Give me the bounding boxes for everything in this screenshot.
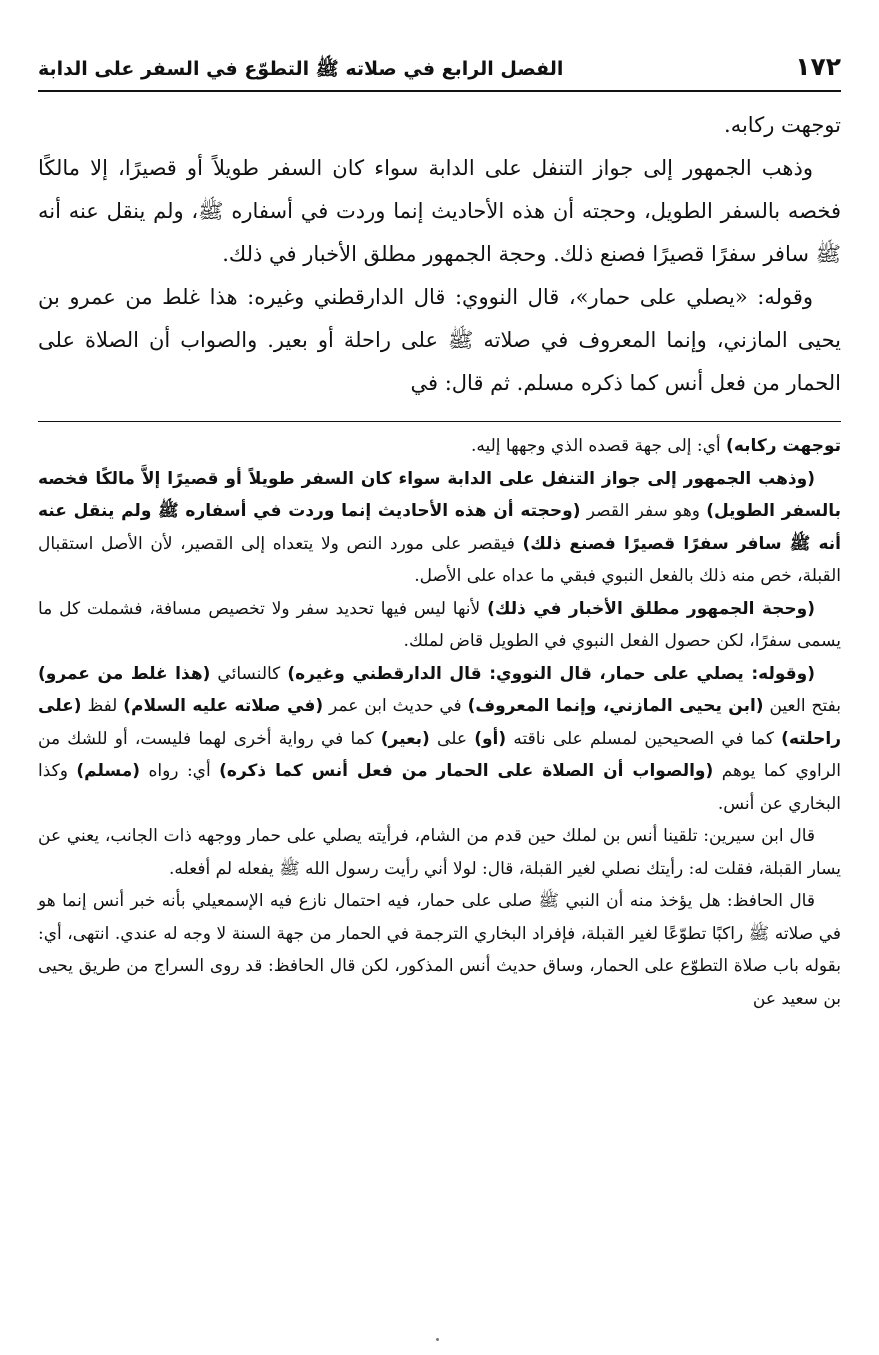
explanation-text: أي: رواه — [140, 761, 220, 781]
commentary-paragraph — [38, 658, 841, 821]
quoted-text: (بعير) — [380, 728, 430, 749]
explanation-text: كالنسائي — [210, 663, 288, 684]
quoted-text: (أو) — [474, 728, 507, 749]
chapter-title: الفصل الرابع في صلاته ﷺ التطوّع في السفر على الدابة — [38, 58, 564, 80]
main-paragraph: وقوله: «يصلي على حمار»، قال النووي: قال الدارقطني وغيره: هذا غلط من عمرو بن يحيى المازني، وإنما المعروف في صلاته ﷺ على راحلة أو بعير. والصواب أن الصلاة على الحمار من فعل أنس كما ذكره مسلم. ثم قال: في — [38, 285, 841, 395]
page-footer-mark — [436, 1338, 439, 1341]
explanation-text: على — [429, 728, 475, 749]
commentary — [38, 430, 841, 1015]
commentary-paragraph — [38, 463, 841, 593]
explanation-text: وهو سفر القصر — [580, 501, 707, 521]
commentary-paragraph — [38, 593, 841, 658]
quoted-text: (مسلم) — [76, 761, 141, 781]
quoted-text: (وقوله: يصلي على حمار، قال النووي: قال الدارقطني وغيره) — [287, 663, 815, 684]
explanation-text: وكذا البخاري عن أنس. — [38, 761, 841, 814]
explanation-text: لفظ — [81, 696, 124, 716]
quoted-text: (وحجته أن هذه الأحاديث إنما وردت في أسفاره ﷺ ولم ينقل عنه أنه ﷺ سافر سفرًا قصيرًا فصنع ذلك) — [38, 501, 841, 554]
explanation-text: لأنها ليس فيها تحديد سفر ولا تخصيص مسافة، فشملت كل ما يسمى سفرًا، لكن حصول الفعل النبوي في الطويل قاض لملك. — [38, 598, 841, 651]
explanation-text: أي: إلى جهة قصده الذي وجهها إليه. — [470, 436, 727, 456]
explanation-text: بفتح العين — [763, 696, 841, 716]
quoted-text: (على راحلته) — [38, 696, 841, 749]
explanation-text: فيقصر على مورد النص ولا يتعداه إلى القصير، لأن الأصل استقبال القبلة، خص منه ذلك بالفعل النبوي فبقي ما عداه على الأصل. — [38, 533, 841, 586]
footnote-divider — [38, 421, 841, 422]
main-paragraph: وذهب الجمهور إلى جواز التنفل على الدابة سواء كان السفر طويلاً أو قصيرًا، إلا مالكًا فخصه بالسفر الطويل، وحجته أن هذه الأحاديث إنما وردت في أسفاره ﷺ، ولم ينقل عنه أنه ﷺ سافر سفرًا قصيرًا فصنع ذلك. وحجة الجمهور مطلق الأخبار في ذلك. — [38, 156, 841, 266]
quoted-text: (في صلاته عليه السلام) — [123, 696, 324, 716]
explanation-text: في حديث ابن عمر — [323, 696, 468, 716]
explanation-text: كما في رواية أخرى لهما فليست، أو للشك من الراوي كما يوهم — [38, 728, 841, 781]
main-paragraph: توجهت ركابه. — [724, 113, 841, 137]
running-head — [38, 52, 841, 92]
quoted-text: (والصواب أن الصلاة على الحمار من فعل أنس كما ذكره) — [219, 761, 714, 781]
explanation-text: كما في الصحيحين لمسلم على ناقته — [506, 728, 782, 749]
commentary-paragraph: قال الحافظ: هل يؤخذ منه أن النبي ﷺ صلى على حمار، فيه احتمال نازع فيه الإسمعيلي بأنه خبر أنس إنما هو في صلاته ﷺ راكبًا تطوّعًا لغير القبلة، فإفراد البخاري الترجمة في الحمار من جهة السنة لا وجه له عندي. انتهى، أي: بقوله باب صلاة التطوّع على الحمار، وساق حديث أنس المذكور، لكن قال الحافظ: قد روى السراج من طريق يحيى بن سعيد عن — [38, 891, 841, 1009]
quoted-text: توجهت ركابه) — [726, 436, 841, 456]
commentary-paragraph — [38, 430, 841, 463]
book-page — [38, 52, 841, 1015]
quoted-text: (هذا غلط من عمرو) — [38, 663, 211, 684]
page-number: ١٧٢ — [795, 52, 841, 81]
main-text — [38, 104, 841, 405]
commentary-paragraph: قال ابن سيرين: تلقينا أنس بن لملك حين قدم من الشام، فرأيته يصلي على حمار ووجهه ذات الجانب، يعني عن يسار القبلة، فقلت له: رأيتك نصلي لغير القبلة، قال: لولا أني رأيت رسول الله ﷺ يفعله لم أفعله. — [38, 826, 841, 879]
quoted-text: (وحجة الجمهور مطلق الأخبار في ذلك) — [487, 598, 815, 619]
quoted-text: (وذهب الجمهور إلى جواز التنفل على الدابة سواء كان السفر طويلاً أو قصيرًا إلاَّ مالكًا فخصه بالسفر الطويل) — [38, 468, 842, 521]
quoted-text: (ابن يحيى المازني، وإنما المعروف) — [467, 696, 764, 716]
